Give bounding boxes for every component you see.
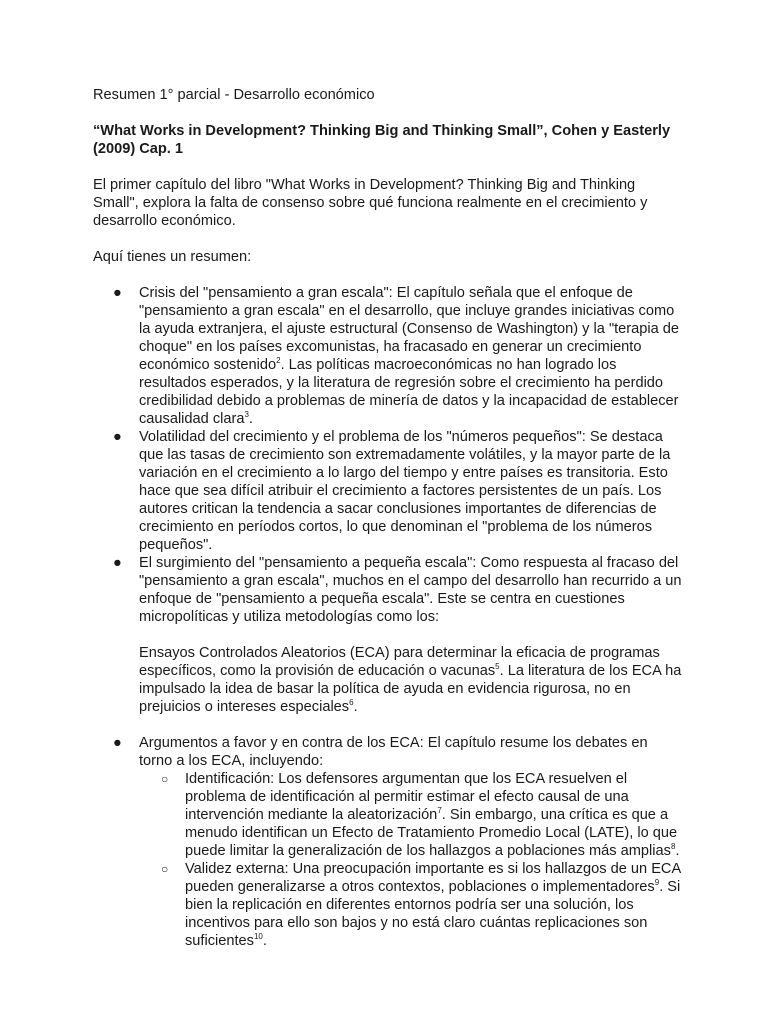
- footnote-ref: 10: [253, 932, 263, 942]
- item-text: El surgimiento del "pensamiento a pequeña escala": Como respuesta al fracaso del "pensamiento a gran escala", muchos en el campo del desarrollo han recurrido a un enfoque de "pensamiento a pequeña escala". Este se centra en cuestiones micropolíticas y utiliza metodologías como los:: [139, 555, 682, 625]
- paragraph-text: .: [353, 699, 358, 715]
- summary-lead: Aquí tienes un resumen:: [93, 249, 252, 265]
- sub-item-text: . Sin embargo, una crítica es que a menudo identifican un Efecto de Tratamiento Promedio Local (LATE), lo que puede limitar la generalización de los hallazgos a poblaciones más amplias: [185, 807, 678, 859]
- list-item: [93, 554, 682, 626]
- sub-item-text: Identificación: Los defensores argumentan que los ECA resuelven el problema de identificación al permitir estimar el efecto causal de una intervención mediante la aleatorización: [185, 771, 629, 823]
- footnote-ref: 6: [349, 698, 354, 708]
- footnote-ref: 2: [276, 356, 281, 366]
- item-text: Argumentos a favor y en contra de los ECA: El capítulo resume los debates en torno a los ECA, incluyendo:: [139, 735, 648, 769]
- list-item: [93, 284, 682, 428]
- document-header: Resumen 1° parcial - Desarrollo económico: [93, 87, 375, 103]
- summary-list-continued: [93, 734, 682, 950]
- sub-list-item: [139, 860, 682, 950]
- footnote-ref: 7: [437, 806, 442, 816]
- chapter-title: “What Works in Development? Thinking Big and Thinking Small”, Cohen y Easterly (2009) Cap. 1: [93, 123, 671, 157]
- summary-list: [93, 284, 682, 626]
- sub-item-text: Validez externa: Una preocupación importante es si los hallazgos de un ECA pueden generalizarse a otros contextos, poblaciones o implementadores: [185, 861, 681, 895]
- footnote-ref: 3: [244, 410, 249, 420]
- item-text: .: [248, 411, 253, 427]
- bullet-icon: ●: [113, 735, 122, 751]
- item-text: . Las políticas macroeconómicas no han logrado los resultados esperados, y la literatura de regresión sobre el crecimiento ha perdido credibilidad debido a problemas de minería de datos y la incapacidad de establecer causalidad clara: [139, 357, 679, 427]
- bullet-icon: ●: [113, 555, 122, 571]
- bullet-icon: ●: [113, 429, 122, 445]
- paragraph-text: . La literatura de los ECA ha impulsado la idea de basar la política de ayuda en evidencia rigurosa, no en prejuicios o intereses especiales: [139, 663, 682, 715]
- paragraph-text: Ensayos Controlados Aleatorios (ECA) para determinar la eficacia de programas específicos, como la provisión de educación o vacunas: [139, 645, 660, 679]
- footnote-ref: 9: [654, 878, 660, 888]
- list-item: [93, 428, 682, 554]
- sub-item-text: . Si bien la replicación en diferentes entornos podría ser una solución, los incentivos para ello son bajos y no está claro cuántas replicaciones son suficientes: [185, 879, 681, 949]
- sub-item-text: .: [262, 933, 267, 949]
- hollow-bullet-icon: ○: [161, 772, 169, 786]
- footnote-ref: 5: [495, 662, 500, 672]
- footnote-ref: 8: [670, 842, 676, 852]
- sub-list: [139, 770, 682, 950]
- sub-item-text: .: [675, 843, 680, 859]
- item-text: Crisis del "pensamiento a gran escala": El capítulo señala que el enfoque de "pensamiento a gran escala" en el desarrollo, que incluye grandes iniciativas como la ayuda extranjera, el ajuste estructural (Consenso de Washington) y la "terapia de choque" en los países excomunistas, ha fracasado en generar un crecimiento económico sostenido: [139, 285, 680, 373]
- sub-list-item: [139, 770, 682, 860]
- intro-paragraph: El primer capítulo del libro "What Works in Development? Thinking Big and Thinking Small", explora la falta de consenso sobre qué funciona realmente en el crecimiento y desarrollo económico.: [93, 177, 648, 229]
- item-text: Volatilidad del crecimiento y el problema de los "números pequeños": Se destaca que las tasas de crecimiento son extremadamente volátiles, y la mayor parte de la variación en el crecimiento a lo largo del tiempo y entre países es transitoria. Esto hace que sea difícil atribuir el crecimiento a factores persistentes de un país. Los autores critican la tendencia a sacar conclusiones importantes de diferencias de crecimiento en períodos cortos, lo que denominan el "problema de los números pequeños".: [139, 429, 671, 553]
- hollow-bullet-icon: ○: [161, 862, 169, 876]
- bullet-icon: ●: [113, 285, 122, 301]
- eca-paragraph: [93, 644, 682, 716]
- list-item: [93, 734, 682, 950]
